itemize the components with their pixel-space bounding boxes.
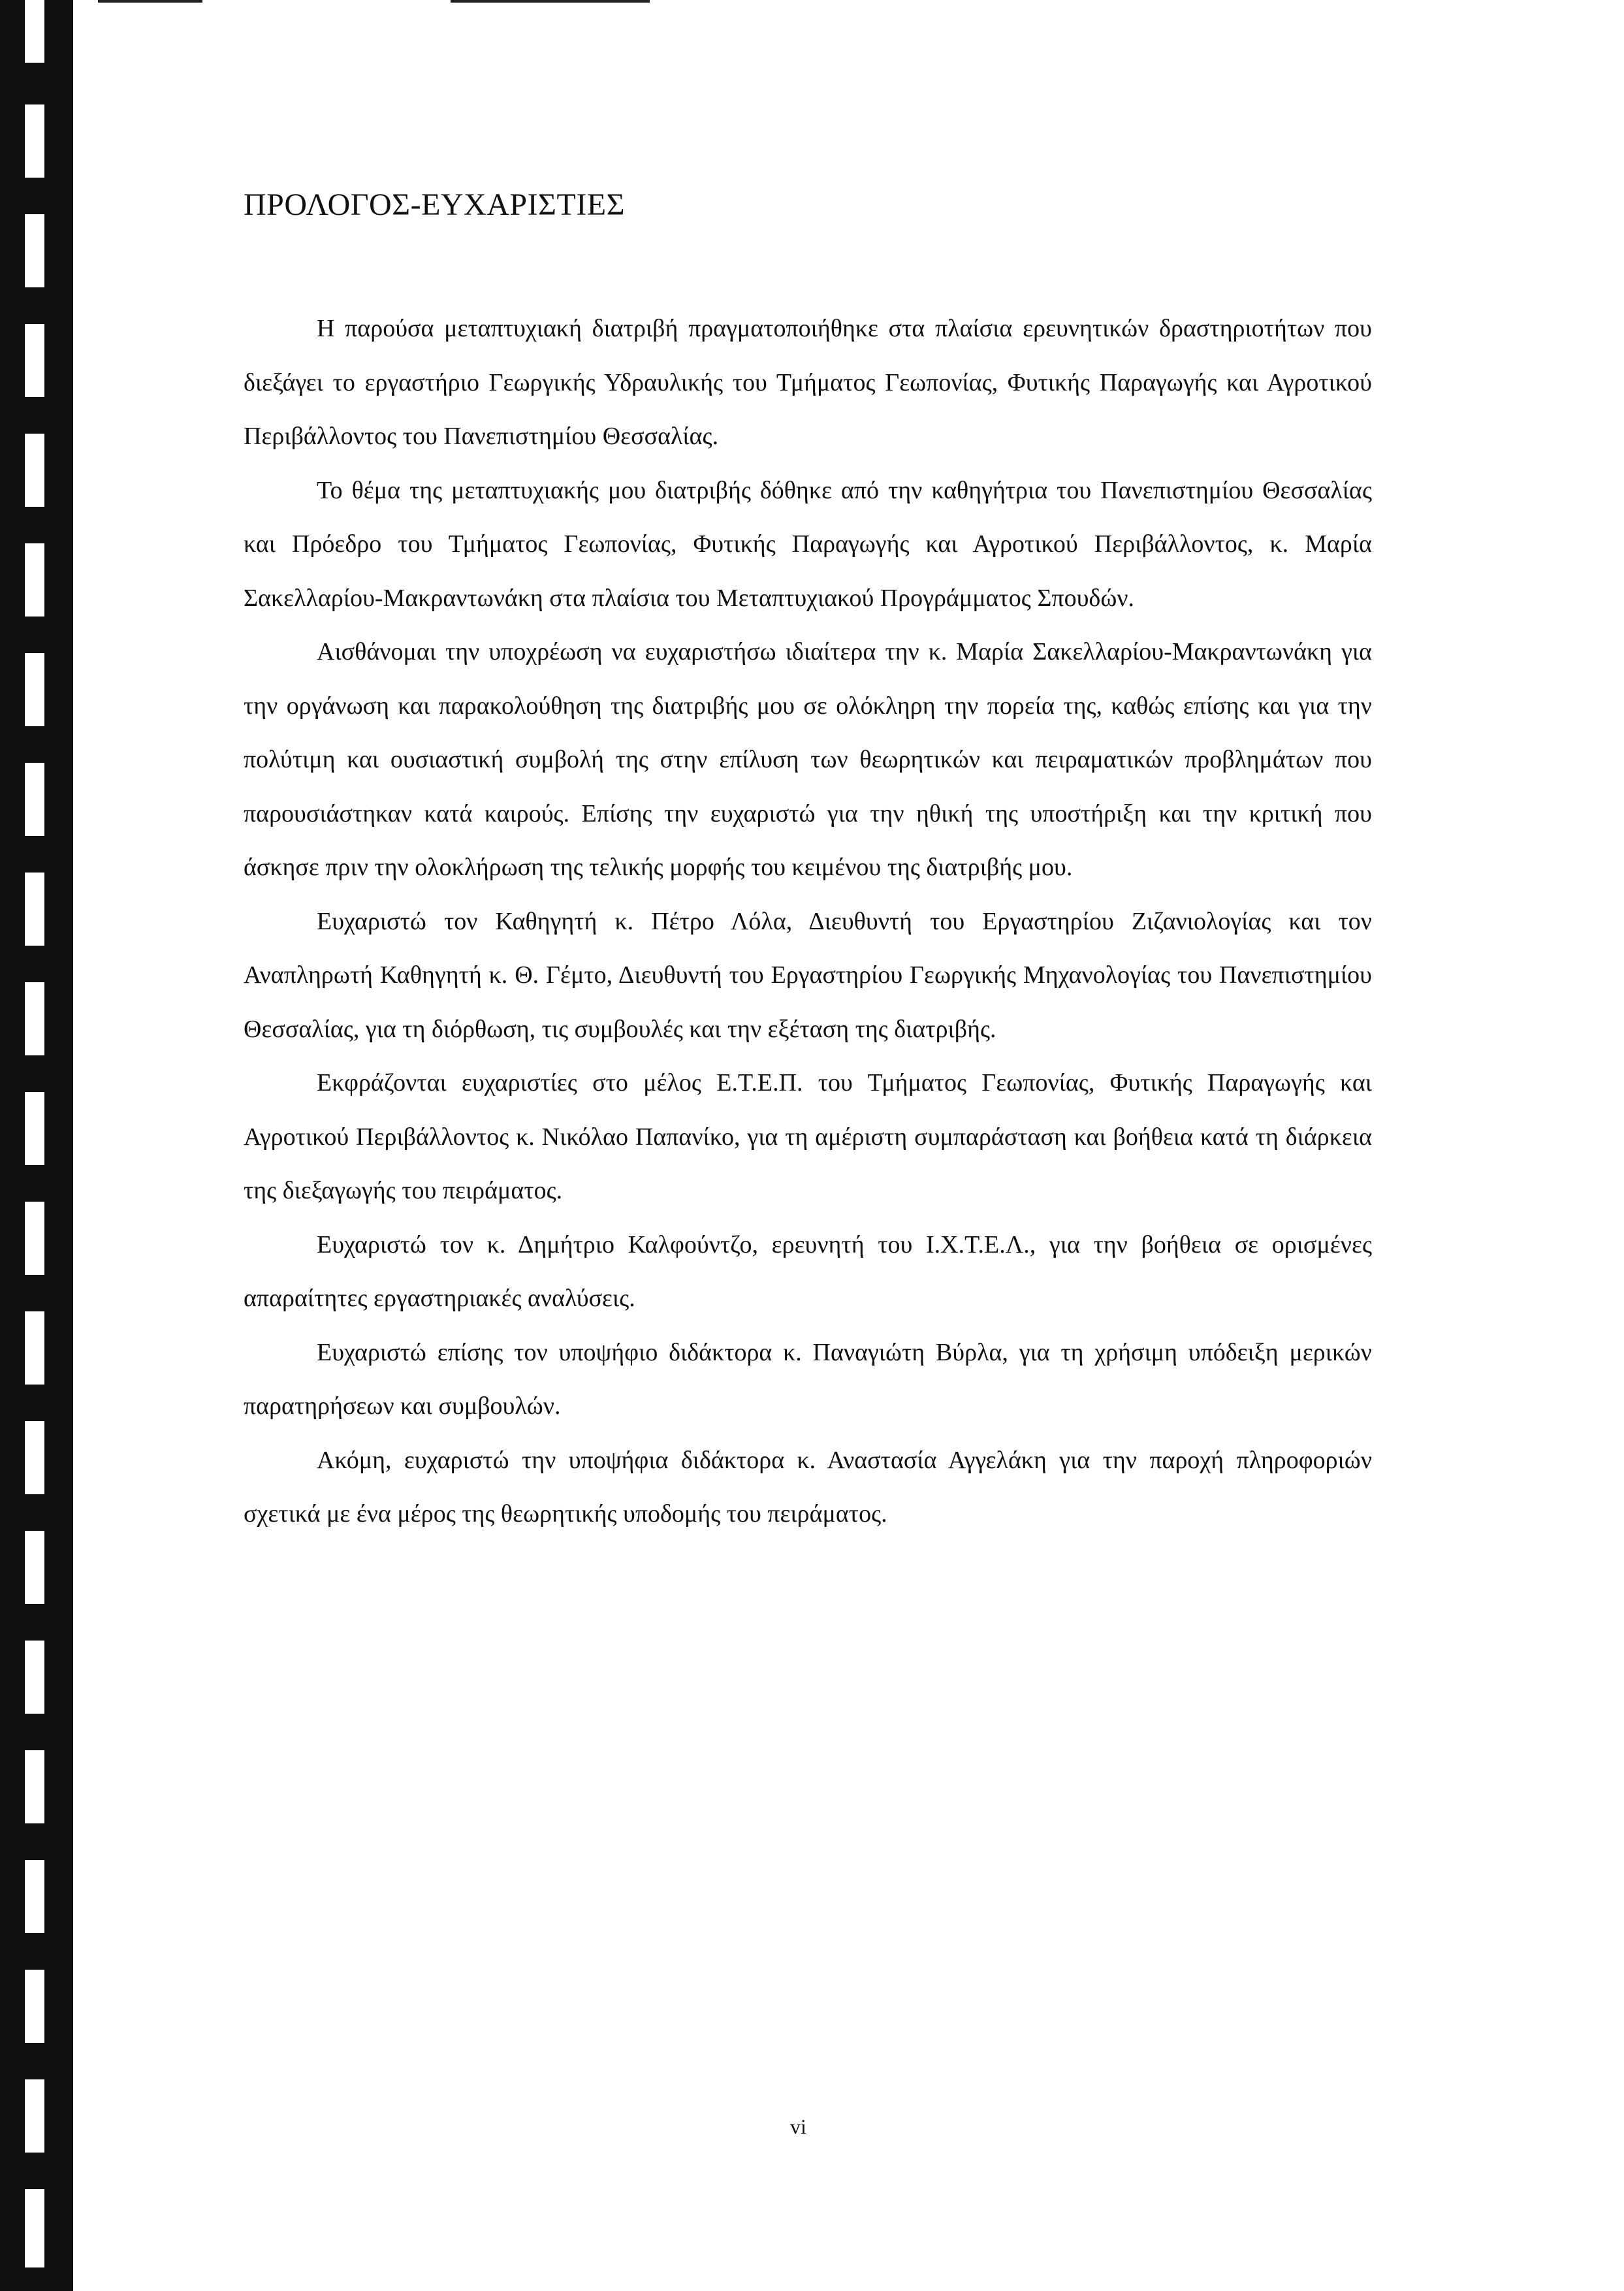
strip-perforation <box>25 324 44 397</box>
strip-perforation <box>25 2189 44 2267</box>
paragraph: Ευχαριστώ τον κ. Δημήτριο Καλφούντζο, ερευνητή του Ι.Χ.Τ.Ε.Λ., για την βοήθεια σε ορισμένες απαραίτητες εργαστηριακές αναλύσεις. <box>244 1230 1372 1312</box>
strip-perforation <box>25 763 44 836</box>
strip-perforation <box>25 1202 44 1275</box>
strip-perforation <box>25 1531 44 1604</box>
strip-perforation <box>25 2079 44 2153</box>
scan-top-line <box>98 0 202 3</box>
strip-edge <box>73 0 77 2291</box>
paragraph: Το θέμα της μεταπτυχιακής μου διατριβής δόθηκε από την καθηγήτρια του Πανεπιστημίου Θεσσαλίας και Πρόεδρο του Τμήματος Γεωπονίας, Φυτικής Παραγωγής και Αγροτικού Περιβάλλοντος, κ. Μαρία Σακελλαρίου-Μακραντωνάκη στα πλαίσια του Μεταπτυχιακού Προγράμματος Σπουδών. <box>244 476 1372 612</box>
film-strip-border <box>0 0 73 2291</box>
strip-perforation <box>25 1092 44 1165</box>
body-text <box>244 302 1372 1541</box>
page-content <box>244 187 1372 1541</box>
scan-top-line <box>451 0 650 3</box>
paragraph: Ακόμη, ευχαριστώ την υποψήφια διδάκτορα κ. Αναστασία Αγγελάκη για την παροχή πληροφοριών σχετικά με ένα μέρος της θεωρητικής υποδομής του πειράματος. <box>244 1446 1372 1528</box>
paragraph: Εκφράζονται ευχαριστίες στο μέλος Ε.Τ.Ε.Π. του Τμήματος Γεωπονίας, Φυτικής Παραγωγής και Αγροτικού Περιβάλλοντος κ. Νικόλαο Παπανίκο, για τη αμέριστη συμπαράσταση και βοήθεια κατά τη διάρκεια της διεξαγωγής του πειράματος. <box>244 1069 1372 1204</box>
strip-perforation <box>25 1860 44 1933</box>
strip-perforation <box>25 1750 44 1823</box>
strip-perforation <box>25 1970 44 2043</box>
page-heading: ΠΡΟΛΟΓΟΣ-ΕΥΧΑΡΙΣΤΙΕΣ <box>244 187 626 222</box>
paragraph: Αισθάνομαι την υποχρέωση να ευχαριστήσω ιδιαίτερα την κ. Μαρία Σακελλαρίου-Μακραντωνάκη για την οργάνωση και παρακολούθηση της διατριβής μου σε ολόκληρη την πορεία της, καθώς επίσης και για την πολύτιμη και ουσιαστική συμβολή της στην επίλυση των θεωρητικών και πειραματικών προβλημάτων που παρουσιάστηκαν κατά καιρούς. Επίσης την ευχαριστώ για την ηθική της υποστήριξη και την κριτική που άσκησε πριν την ολοκλήρωση της τελικής μορφής του κειμένου της διατριβής μου. <box>244 638 1372 881</box>
strip-perforation <box>25 653 44 726</box>
paragraph: Ευχαριστώ επίσης τον υποψήφιο διδάκτορα κ. Παναγιώτη Βύρλα, για τη χρήσιμη υπόδειξη μερικών παρατηρήσεων και συμβουλών. <box>244 1338 1372 1420</box>
strip-perforation <box>25 873 44 946</box>
strip-perforation <box>25 434 44 507</box>
page-number: vi <box>790 2115 806 2138</box>
strip-perforation <box>25 1421 44 1494</box>
strip-perforation <box>25 104 44 178</box>
paragraph: Η παρούσα μεταπτυχιακή διατριβή πραγματοποιήθηκε στα πλαίσια ερευνητικών δραστηριοτήτων που διεξάγει το εργαστήριο Γεωργικής Υδραυλικής του Τμήματος Γεωπονίας, Φυτικής Παραγωγής και Αγροτικού Περιβάλλοντος του Πανεπιστημίου Θεσσαλίας. <box>244 315 1372 450</box>
strip-perforation <box>25 1641 44 1714</box>
paragraph: Ευχαριστώ τον Καθηγητή κ. Πέτρο Λόλα, Διευθυντή του Εργαστηρίου Ζιζανιολογίας και τον Αναπληρωτή Καθηγητή κ. Θ. Γέμτο, Διευθυντή του Εργαστηρίου Γεωργικής Μηχανολογίας του Πανεπιστημίου Θεσσαλίας, για τη διόρθωση, τις συμβουλές και την εξέταση της διατριβής. <box>244 907 1372 1043</box>
strip-perforation <box>25 543 44 617</box>
strip-perforation <box>25 1311 44 1385</box>
strip-perforation <box>25 214 44 287</box>
strip-perforation <box>25 0 44 63</box>
strip-perforation <box>25 982 44 1055</box>
